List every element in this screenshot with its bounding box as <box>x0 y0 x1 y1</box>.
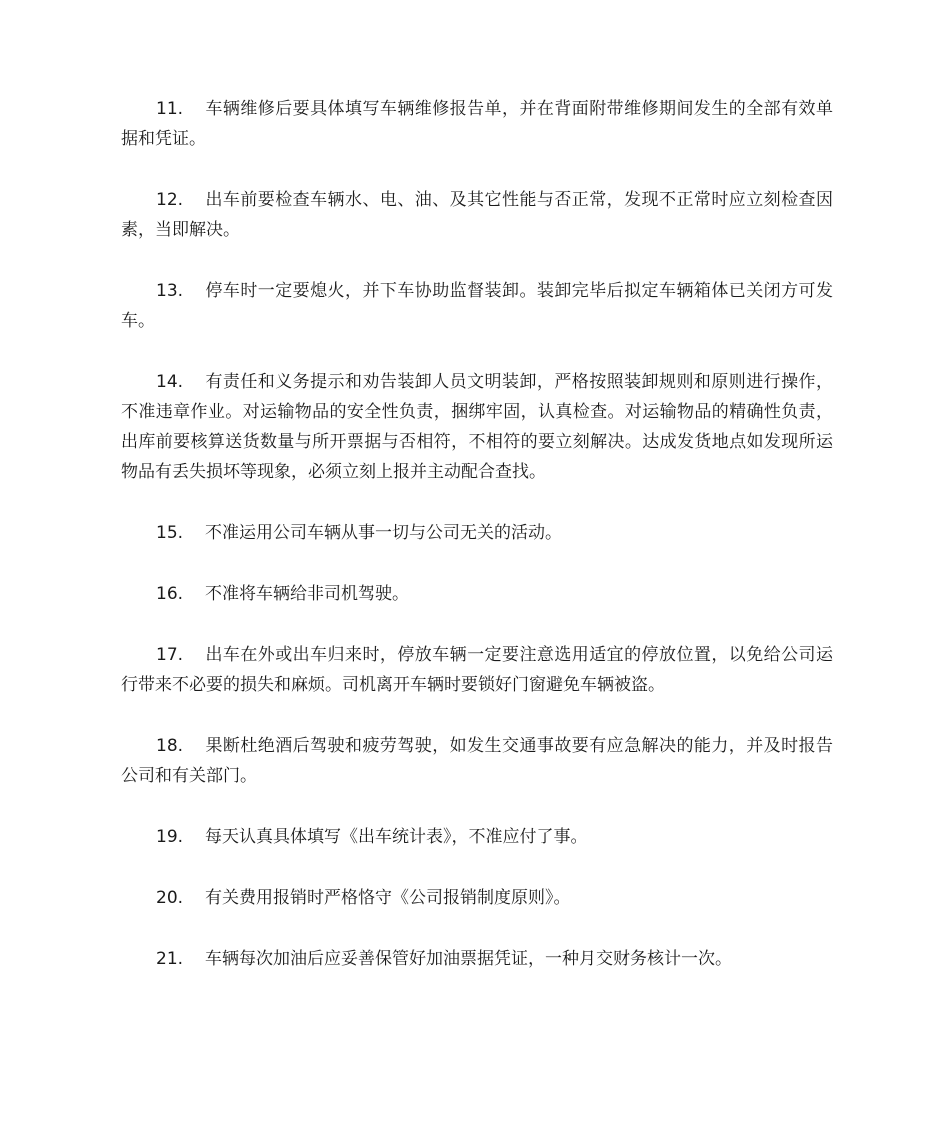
rule-number: 20. <box>156 888 184 908</box>
rule-item <box>121 822 833 852</box>
rule-item <box>121 944 833 974</box>
rule-item <box>121 731 833 791</box>
rule-number: 21. <box>156 949 184 969</box>
rule-item <box>121 367 833 487</box>
rule-text: 每天认真具体填写《出车统计表》，不准应付了事。 <box>205 827 588 847</box>
rule-text: 车辆每次加油后应妥善保管好加油票据凭证，一种月交财务核计一次。 <box>205 949 732 969</box>
rule-item <box>121 640 833 700</box>
rule-number: 13. <box>156 281 184 301</box>
rule-text: 出车在外或出车归来时，停放车辆一定要注意选用适宜的停放位置，以免给公司运行带来不必要的损失和麻烦。司机离开车辆时要锁好门窗避免车辆被盗。 <box>121 645 833 695</box>
rule-number: 11. <box>156 99 184 119</box>
rule-item <box>121 276 833 336</box>
rule-item <box>121 579 833 609</box>
rule-text: 果断杜绝酒后驾驶和疲劳驾驶，如发生交通事故要有应急解决的能力，并及时报告公司和有关部门。 <box>121 736 833 786</box>
rule-text: 不准运用公司车辆从事一切与公司无关的活动。 <box>205 523 562 543</box>
rule-text: 有责任和义务提示和劝告装卸人员文明装卸，严格按照装卸规则和原则进行操作，不准违章作业。对运输物品的安全性负责，捆绑牢固，认真检查。对运输物品的精确性负责，出库前要核算送货数量与所开票据与否相符，不相符的要立刻解决。达成发货地点如发现所运物品有丢失损坏等现象，必须立刻上报并主动配合查找。 <box>121 372 833 482</box>
rule-item <box>121 883 833 913</box>
rule-text: 不准将车辆给非司机驾驶。 <box>205 584 409 604</box>
rule-text: 有关费用报销时严格恪守《公司报销制度原则》。 <box>205 888 571 908</box>
rule-item <box>121 518 833 548</box>
rule-number: 12. <box>156 190 184 210</box>
rule-number: 15. <box>156 523 184 543</box>
rule-text: 出车前要检查车辆水、电、油、及其它性能与否正常，发现不正常时应立刻检查因素，当即解决。 <box>121 190 833 240</box>
rule-number: 19. <box>156 827 184 847</box>
rule-text: 停车时一定要熄火，并下车协助监督装卸。装卸完毕后拟定车辆箱体已关闭方可发车。 <box>121 281 833 331</box>
rule-number: 17. <box>156 645 184 665</box>
rule-number: 18. <box>156 736 184 756</box>
rule-item <box>121 185 833 245</box>
rules-list <box>121 94 833 1005</box>
rule-text: 车辆维修后要具体填写车辆维修报告单，并在背面附带维修期间发生的全部有效单据和凭证。 <box>121 99 833 149</box>
rule-number: 14. <box>156 372 184 392</box>
rule-number: 16. <box>156 584 184 604</box>
rule-item <box>121 94 833 154</box>
